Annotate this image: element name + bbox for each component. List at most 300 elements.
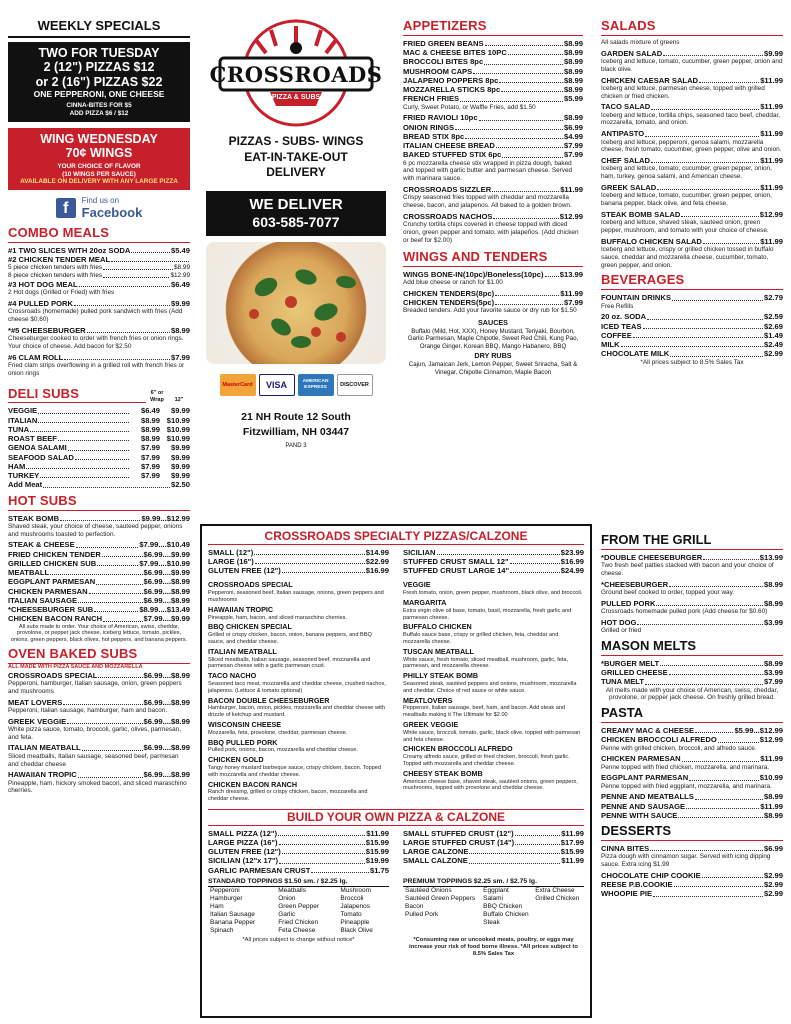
- topping-cell: Steak: [483, 918, 500, 926]
- pizza-name: WISCONSIN CHEESE: [208, 720, 282, 729]
- item-price: $11.99: [760, 183, 783, 193]
- item-name: PENNE AND SAUSAGE: [601, 801, 686, 811]
- menu-item: [601, 293, 783, 302]
- mastercard-icon: [220, 374, 256, 396]
- menu-item: [8, 596, 190, 605]
- item-name: EGGPLANT PARMESAN: [8, 577, 96, 587]
- item-price: $8.99: [174, 264, 190, 272]
- item-price: $13.99: [759, 552, 783, 562]
- item-price: $5.99: [563, 94, 583, 104]
- wing-wednesday-box: [8, 128, 190, 190]
- dot-leader: [515, 838, 560, 845]
- item-price: $6.99....$8.99: [143, 743, 190, 753]
- item-name: MOZZARELLA STICKS 8pc: [403, 85, 501, 95]
- menu-item: [403, 57, 583, 66]
- phone-number[interactable]: 603-585-7077: [252, 214, 340, 231]
- pizza-desc: Pulled pork, onions, bacon, mozzarella and cheddar cheese.: [208, 747, 358, 754]
- menu-item: [8, 434, 190, 443]
- menu-item: [403, 85, 583, 94]
- pizza-desc: Pineapple, ham, bacon, and sliced maraschino cherries.: [208, 614, 347, 621]
- dot-leader: [96, 577, 142, 584]
- hot-subs-note: All subs made to order. Your choice of American, swiss, cheddar, provolone, or pepper jack cheese, iceberg lettuce, tomato, pickles, onions, green peppers, black olives, hot peppers, and banana peppers.: [10, 623, 188, 644]
- topping-cell: Spinach: [210, 926, 234, 934]
- pizza-photo: [206, 242, 386, 364]
- dot-leader: [111, 255, 189, 262]
- item-name: LARGE CALZONE: [403, 847, 469, 857]
- menu-item: [601, 349, 783, 358]
- appetizers-title: APPETIZERS: [403, 18, 583, 36]
- item-name: LARGE STUFFED CRUST (14"): [403, 837, 515, 847]
- item-name: CROSSROADS SIZZLER: [403, 185, 492, 195]
- item-name: SMALL CALZONE: [403, 856, 468, 866]
- topping-cell: [403, 919, 481, 927]
- byo-sizes: [208, 829, 584, 875]
- topping-row: [403, 911, 584, 919]
- address: [206, 410, 386, 450]
- dot-leader: [58, 434, 129, 441]
- item-desc: Pepperoni, hamburger, Italian sausage, onion, green peppers and mushrooms: [8, 679, 182, 695]
- item-price: $6.99....$9.99: [143, 568, 190, 578]
- logo-subtitle: PIZZA & SUBS: [271, 94, 321, 101]
- topping-cell: Sautéed Onions: [405, 887, 452, 895]
- item-desc: White pizza sauce, tomato, broccoli, garlic, olives, parmesan, and feta.: [8, 725, 181, 741]
- topping-cell: Extra Cheese: [535, 887, 575, 895]
- item-price: $8.99: [563, 113, 583, 123]
- pizza-desc: White sauce, fresh tomato, sliced meatball, mushroom, garlic, feta, parmesan, and mozzarella cheese.: [403, 656, 569, 670]
- tuesday-line: or 2 (16") PIZZAS $22: [35, 74, 163, 89]
- dot-leader: [64, 353, 170, 360]
- menu-item: [8, 559, 190, 568]
- item-price: $8.99: [763, 598, 783, 608]
- item-name: MEATBALL: [8, 568, 50, 578]
- desserts-title: DESSERTS: [601, 823, 783, 841]
- menu-item: [8, 568, 190, 577]
- dot-leader: [455, 123, 563, 130]
- item-price: $9.99: [170, 298, 190, 308]
- item-price: $23.99: [560, 547, 584, 557]
- item-price: $2.99: [763, 889, 783, 899]
- dot-leader: [50, 568, 142, 575]
- item-price: $1.75: [369, 865, 389, 875]
- item-name: ITALIAN MEATBALL: [8, 743, 81, 753]
- item-name: COFFEE: [601, 330, 632, 340]
- item-price: $11.99: [760, 75, 783, 85]
- menu-item: [208, 557, 389, 566]
- dot-leader: [703, 553, 759, 560]
- item-name: CHOCOLATE MILK: [601, 349, 670, 359]
- item-price: $8.99: [763, 658, 783, 668]
- item-desc: Pineapple, ham, hickory smoked bacon, and sliced maraschino cherries.: [8, 779, 187, 795]
- dot-leader: [278, 829, 365, 836]
- menu-item: [601, 340, 783, 349]
- dot-leader: [657, 183, 759, 190]
- standard-toppings-table: [208, 887, 389, 935]
- item-price: $7.99: [170, 352, 190, 362]
- item-name: GLUTEN FREE (12"): [208, 566, 281, 576]
- item-name: ITALIAN CHEESE BREAD: [403, 141, 495, 151]
- menu-item: [8, 743, 190, 752]
- dot-leader: [695, 726, 733, 733]
- dot-leader: [650, 844, 763, 851]
- grill-list: [601, 553, 783, 635]
- item-name: CHICKEN TENDERS(5pc): [403, 297, 495, 307]
- topping-row: [403, 895, 584, 903]
- menu-item: [403, 67, 583, 76]
- menu-item: [403, 829, 584, 838]
- dot-leader: [279, 838, 365, 845]
- item-desc: Iceberg and lettuce, tomato, cucumber, green pepper, onion, ham, turkey, genoa salami, and American cheese.: [601, 165, 772, 181]
- item-price: $8.99: [563, 85, 583, 95]
- dot-leader: [670, 349, 763, 356]
- item-price-6in: $8.99: [140, 434, 160, 444]
- deli-col-12in: 12": [174, 396, 184, 403]
- item-name: Add Meat: [8, 480, 43, 490]
- menu-item: [601, 754, 783, 763]
- menu-item: [601, 156, 783, 165]
- menu-item: [403, 856, 584, 865]
- menu-item: [8, 353, 190, 362]
- item-name: CHICKEN PARMESAN: [8, 586, 88, 596]
- item-price: $7.99: [563, 141, 583, 151]
- item-name: CHICKEN BACON RANCH: [8, 614, 103, 624]
- menu-item: [403, 76, 583, 85]
- topping-cell: BBQ Chicken: [483, 903, 523, 910]
- pizza-desc: Fresh tomato, onion, green pepper, mushroom, black olive, and broccoli.: [403, 590, 583, 597]
- item-price: $6.99....$8.99: [143, 595, 190, 605]
- menu-item: [601, 237, 783, 246]
- item-name: *#5 CHEESEBURGER: [8, 325, 86, 335]
- item-price: $6.99: [563, 122, 583, 132]
- item-desc: Shaved steak, your choice of cheese, sauteed pepper, onions and mushrooms toasted to perfection.: [8, 522, 183, 538]
- beverages-title: BEVERAGES: [601, 272, 783, 290]
- salads-list: [601, 49, 783, 270]
- facebook-name: Facebook: [81, 204, 143, 220]
- item-price: $6.99....$8.99: [143, 697, 190, 707]
- item-price: $22.99: [365, 556, 389, 566]
- discover-icon: [337, 374, 373, 396]
- dot-leader: [637, 618, 763, 625]
- specialty-right-list: [403, 581, 584, 805]
- dot-leader: [501, 85, 563, 92]
- item-desc: Crispy seasoned fries topped with cheddar and mozzarella cheese, bacon, and jalapenos. All baked to a golden brown.: [403, 194, 572, 210]
- visa-icon: [259, 374, 295, 396]
- dot-leader: [465, 132, 563, 139]
- dot-leader: [678, 811, 763, 818]
- item-name: SICILIAN: [403, 547, 436, 557]
- topping-cell: Italian Sausage: [210, 910, 255, 918]
- dot-leader: [279, 856, 365, 863]
- menu-item: [8, 614, 190, 623]
- dot-leader: [496, 141, 563, 148]
- item-price: $6.49: [170, 279, 190, 289]
- sauces-text: Buffalo (Mild, Hot, XXX), Honey Mustard, Teriyaki, Bourbon, Garlic Parmesan, Maple Chipotle, Sweet Red Chili, Kung Pao, Orange Ginger, Korean BBQ, Mango Habanero, BBQ: [407, 327, 579, 350]
- item-name: FRIED GREEN BEANS: [403, 38, 484, 48]
- item-name: LARGE (16"): [208, 556, 254, 566]
- menu-item: [8, 272, 190, 280]
- item-price: $11.99: [560, 288, 583, 298]
- dot-leader: [682, 754, 760, 761]
- dot-leader: [674, 880, 763, 887]
- item-price: $15.99: [365, 847, 389, 857]
- item-desc: Iceberg and lettuce, tomato, cucumber, green pepper, onion and black olive.: [601, 57, 783, 73]
- item-price: $4.99: [563, 131, 583, 141]
- menu-item: [403, 185, 583, 194]
- topping-cell: Bacon: [405, 903, 424, 910]
- item-desc: Curly, Sweet Potato, or Waffle Fries, add $1.50: [403, 103, 536, 111]
- dot-leader: [282, 847, 365, 854]
- menu-item: [601, 668, 783, 677]
- dot-leader: [499, 76, 563, 83]
- item-price: $15.99: [560, 847, 584, 857]
- menu-item: [8, 717, 190, 726]
- item-price-6in: $7.99: [140, 461, 160, 471]
- item-name: SMALL (12"): [208, 547, 254, 557]
- item-name: VEGGIE: [8, 406, 38, 416]
- item-desc: Pepperoni, Italian sausage, hamburger, ham and bacon.: [8, 706, 168, 714]
- tuesday-line: TWO FOR TUESDAY: [38, 45, 160, 60]
- item-name: CHICKEN PARMESAN: [601, 754, 681, 764]
- menu-item: [8, 698, 190, 707]
- item-name: #3 HOT DOG MEAL: [8, 279, 78, 289]
- item-name: GARDEN SALAD: [601, 48, 663, 58]
- menu-item: [601, 553, 783, 562]
- dot-leader: [89, 587, 143, 594]
- facebook-link[interactable]: [8, 196, 190, 219]
- item-price: $11.99: [366, 828, 389, 838]
- item-price: $13.99: [559, 269, 583, 279]
- dot-leader: [681, 210, 758, 217]
- item-name: *BURGER MELT: [601, 658, 660, 668]
- menu-item: [403, 298, 583, 307]
- wings-title: WINGS AND TENDERS: [403, 249, 583, 267]
- menu-item: [8, 462, 190, 471]
- menu-item: [601, 871, 783, 880]
- menu-item: [403, 289, 583, 298]
- mason-list: [601, 659, 783, 687]
- item-name: PENNE WITH SAUCE: [601, 810, 678, 820]
- item-price-6in: $7.99: [140, 443, 160, 453]
- menu-item: [601, 210, 783, 219]
- dot-leader: [515, 829, 561, 836]
- item-price: $19.99: [365, 856, 389, 866]
- dot-leader: [437, 548, 560, 555]
- menu-item: [403, 566, 584, 575]
- menu-item: [403, 132, 583, 141]
- menu-item: [8, 280, 190, 289]
- item-desc: Fried clam strips overflowing in a grilled roll with french fries or onion rings: [8, 361, 185, 377]
- item-price-12in: $10.99: [166, 434, 190, 444]
- combo-list: [8, 246, 190, 378]
- item-price: $12.99: [559, 211, 583, 221]
- dot-leader: [645, 677, 763, 684]
- pizza-desc: Grilled or crispy chicken, bacon, onion, banana peppers, and BBQ sauce, and cheddar cheese.: [208, 632, 372, 645]
- item-name: FRIED CHICKEN TENDER: [8, 549, 101, 559]
- menu-item: [601, 102, 783, 111]
- item-name: MAC & CHEESE BITES 10PC: [403, 48, 507, 58]
- dot-leader: [63, 698, 142, 705]
- pizza-desc: Mozzarella, feta, provolone, cheddar, parmesan cheese.: [208, 729, 348, 736]
- topping-cell: Pineapple: [340, 918, 370, 926]
- item-price: $7.99: [563, 297, 583, 307]
- menu-item: [601, 129, 783, 138]
- pizza-desc: Extra virgin olive oil base, tomato, basil, mozzarella, fresh garlic and parmesan cheese.: [403, 607, 572, 621]
- menu-item: [208, 838, 389, 847]
- item-name: ONION RINGS: [403, 122, 455, 132]
- menu-item: [8, 425, 190, 434]
- two-for-tuesday-box: [8, 42, 190, 122]
- topping-cell: [533, 919, 584, 927]
- menu-item: [8, 540, 190, 549]
- menu-item: [601, 322, 783, 331]
- item-price: $6.99....$9.99: [143, 549, 190, 559]
- item-name: PULLED PORK: [601, 598, 656, 608]
- pizza-desc: Sliced meatballs, Italian sausage, seasoned beef, mozzarella and parmesan cheese with a garlic parmesan crust.: [208, 656, 371, 670]
- item-name: SICILIAN (12"x 17"): [208, 856, 279, 866]
- appetizers-list: [403, 39, 583, 245]
- menu-item: [8, 514, 190, 523]
- oven-baked-subtitle: ALL MADE WITH PIZZA SAUCE AND MOZZARELLA: [8, 663, 143, 670]
- pizza-name: MARGARITA: [403, 597, 447, 607]
- dot-leader: [311, 866, 369, 873]
- dot-leader: [78, 770, 143, 777]
- dot-leader: [75, 453, 129, 460]
- pizza-toppings: [206, 242, 386, 364]
- dot-leader: [103, 272, 169, 278]
- item-price: $9.99...$12.99: [141, 513, 190, 523]
- menu-item: [403, 48, 583, 57]
- menu-item: [8, 671, 190, 680]
- topping-cell: Garlic: [278, 910, 296, 918]
- menu-item: [601, 76, 783, 85]
- dot-leader: [30, 425, 129, 432]
- menu-item: [601, 659, 783, 668]
- dot-leader: [485, 39, 563, 46]
- item-price: $7.99: [563, 150, 583, 160]
- address-city: Fitzwilliam, NH 03447: [242, 425, 350, 438]
- item-price: $12.99: [759, 735, 783, 745]
- menu-item: [601, 49, 783, 58]
- menu-item: [8, 605, 190, 614]
- item-price-12in: $9.99: [170, 443, 190, 453]
- menu-item: [208, 856, 389, 865]
- menu-item: [601, 811, 783, 820]
- dot-leader: [660, 659, 763, 666]
- dot-leader: [493, 212, 558, 219]
- pizza-name: CHICKEN BACON RANCH: [208, 779, 298, 789]
- card-label: DISCOVER: [340, 382, 369, 389]
- grill-column: [601, 532, 783, 899]
- item-name: CHICKEN BROCCOLI ALFREDO: [601, 735, 717, 745]
- dot-leader: [76, 540, 139, 547]
- menu-item: [8, 770, 190, 779]
- pasta-list: [601, 726, 783, 820]
- dot-leader: [97, 559, 138, 566]
- address-street: 21 NH Route 12 South: [241, 411, 351, 424]
- dot-leader: [79, 280, 170, 287]
- dot-leader: [94, 605, 138, 612]
- item-price: $6.99....$8.99: [143, 586, 190, 596]
- item-name: LARGE PIZZA (16"): [208, 837, 278, 847]
- item-price: $5.49: [170, 245, 190, 255]
- item-desc: Cheeseburger cooked to order with french fries or onion rings. Your choice of cheese. Add bacon for $2.50: [8, 335, 184, 350]
- topping-cell: Grilled Chicken: [535, 895, 580, 903]
- item-price: $6.99....$8.99: [143, 770, 190, 780]
- dot-leader: [469, 856, 560, 863]
- item-name: PENNE AND MEATBALLS: [601, 792, 694, 802]
- byo-right-list: [403, 829, 584, 875]
- item-name: GLUTEN FREE (12"): [208, 847, 281, 857]
- topping-cell: Ham: [210, 903, 224, 910]
- item-desc: 2 Hot dogs (Grilled or Fried) with fries: [8, 289, 115, 297]
- topping-cell: Black Olive: [340, 926, 373, 934]
- oven-list: [8, 671, 190, 796]
- specialty-sizes: [208, 548, 584, 576]
- topping-cell: Sautéed Green Peppers: [405, 895, 476, 903]
- item-price: $2.50: [170, 480, 190, 490]
- salads-title: SALADS: [601, 18, 783, 36]
- item-name: MEAT LOVERS: [8, 697, 63, 707]
- item-name: 20 oz. SODA: [601, 312, 647, 322]
- dot-leader: [68, 443, 129, 450]
- card-label: VISA: [265, 380, 287, 391]
- dot-leader: [282, 566, 365, 573]
- deli-list: [8, 406, 190, 480]
- item-desc: Penne topped with fried eggplant, mozzarella, and marinara.: [601, 782, 772, 790]
- pizza-name: BACON DOUBLE CHEESEBURGER: [208, 695, 330, 705]
- item-name: STEAK BOMB SALAD: [601, 209, 681, 219]
- item-name: ICED TEAS: [601, 321, 642, 331]
- item-name: TUNA: [8, 424, 30, 434]
- dot-leader: [479, 113, 563, 120]
- item-name: GREEK VEGGIE: [8, 716, 67, 726]
- item-price: $15.99: [365, 837, 389, 847]
- item-price: $11.99: [561, 856, 584, 866]
- specialty-title: CROSSROADS SPECIALTY PIZZAS/CALZONE: [208, 529, 584, 545]
- dot-leader: [78, 596, 142, 603]
- menu-item: [601, 312, 783, 321]
- pizza-name: CROSSROADS SPECIAL: [208, 580, 293, 590]
- item-price: $2.99: [763, 870, 783, 880]
- menu-item: [601, 580, 783, 589]
- topping-row: [403, 887, 584, 895]
- pizza-desc: American cheese base, shaved steak, sautéed onions, green peppers, mushrooms, topped with provolone and cheddar cheese.: [403, 778, 578, 792]
- topping-cell: Eggplant: [483, 887, 509, 895]
- item-price: $2.79: [763, 293, 783, 303]
- item-desc: Crossroads (homemade) pulled pork sandwich with fries (Add cheese $0.60): [8, 308, 183, 324]
- dot-leader: [651, 156, 759, 163]
- topping-cell: Broccoli: [340, 895, 364, 903]
- item-price: $7.99....$9.99: [143, 614, 190, 624]
- item-price: $24.99: [560, 566, 584, 576]
- price-notice: *All prices subject to change without notice*: [242, 936, 355, 943]
- item-name: CROSSROADS SPECIAL: [8, 670, 98, 680]
- premium-toppings: [403, 878, 584, 935]
- menu-item: [208, 866, 389, 875]
- appetizers-column: [403, 18, 583, 376]
- menu-item: [8, 471, 190, 480]
- topping-cell: Salami: [483, 895, 504, 903]
- item-name: TACO SALAD: [601, 102, 651, 112]
- item-price: $11.99: [760, 102, 783, 112]
- dot-leader: [484, 57, 563, 64]
- item-price: $7.99....$10.49: [139, 540, 190, 550]
- wing-line: YOUR CHOICE OF FLAVOR: [57, 162, 141, 170]
- dot-leader: [633, 331, 763, 338]
- mason-title: MASON MELTS: [601, 638, 783, 656]
- standard-toppings-title: STANDARD TOPPINGS $1.50 sm. / $2.25 lg.: [208, 878, 389, 887]
- item-name: TUNA MELT: [601, 677, 645, 687]
- tuesday-line: ADD PIZZA $6 / $12: [69, 110, 129, 118]
